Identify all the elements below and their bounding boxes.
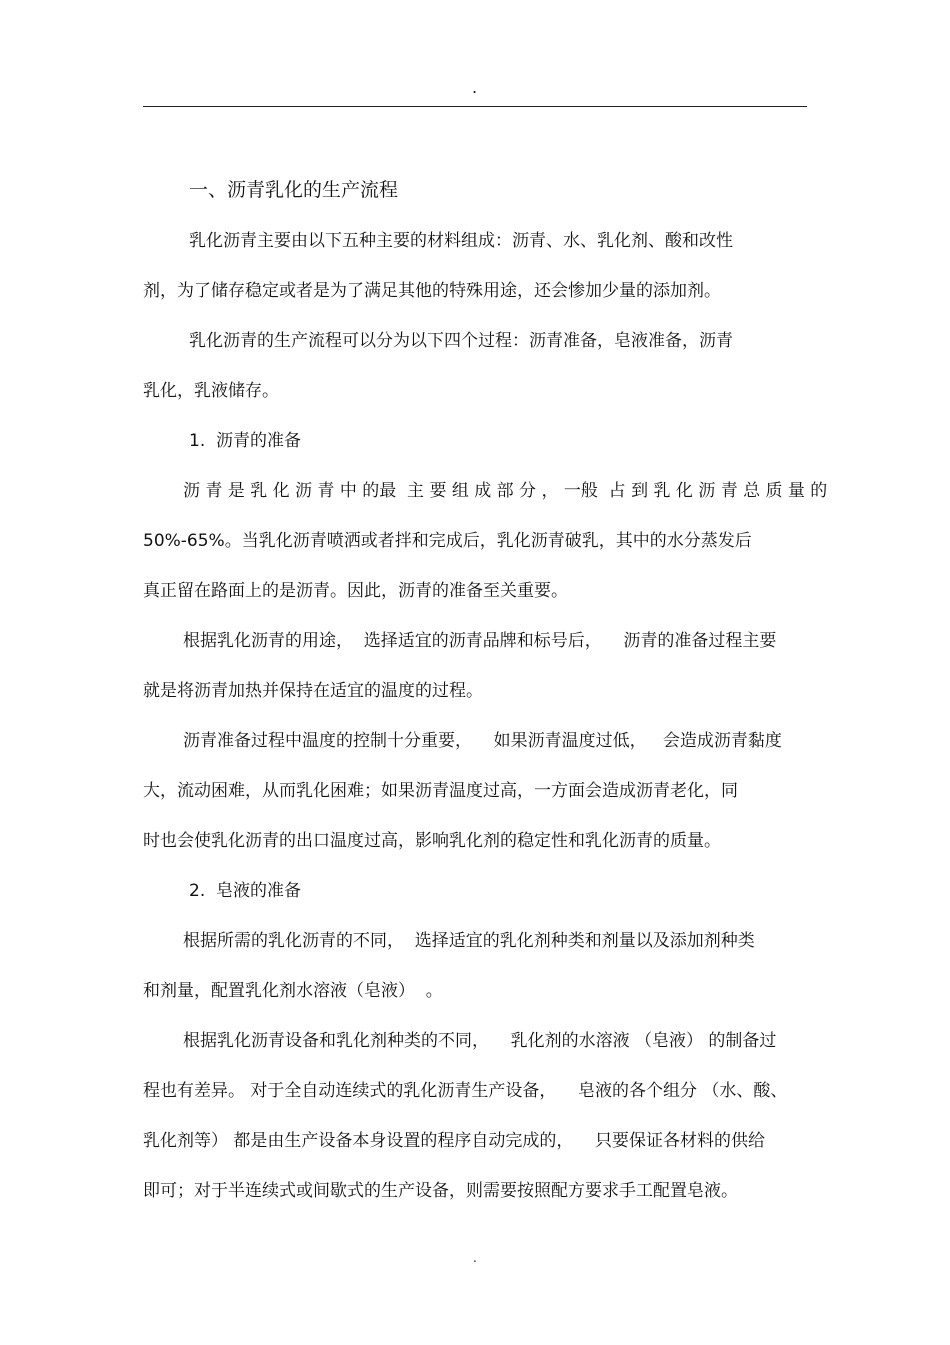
paragraph-line: 50%-65%。当乳化沥青喷洒或者拌和完成后，乳化沥青破乳，其中的水分蒸发后 [143, 531, 752, 551]
paragraph-line: 剂，为了储存稳定或者是为了满足其他的特殊用途，还会惨加少量的添加剂。 [143, 281, 721, 301]
paragraph-line: 即可；对于半连续式或间歇式的生产设备，则需要按照配方要求手工配置皂液。 [143, 1181, 738, 1201]
footer-dot: . [473, 1251, 477, 1265]
paragraph-line: 根据乳化沥青的用途， 选择适宜的沥青品牌和标号后， 沥青的准备过程主要 [183, 631, 777, 651]
paragraph-line: 大，流动困难，从而乳化困难；如果沥青温度过高，一方面会造成沥青老化，同 [143, 781, 738, 801]
paragraph-line: 程也有差异。 对于全自动连续式的乳化沥青生产设备， 皂液的各个组分 （水、酸、 [143, 1081, 788, 1101]
paragraph-line: 沥青准备过程中温度的控制十分重要， 如果沥青温度过低， 会造成沥青黏度 [183, 731, 782, 751]
paragraph-line: 就是将沥青加热并保持在适宜的温度的过程。 [143, 681, 483, 701]
paragraph-line: 和剂量，配置乳化剂水溶液（皂液） 。 [143, 981, 443, 1001]
paragraph-line: 根据所需的乳化沥青的不同， 选择适宜的乳化剂种类和剂量以及添加剂种类 [183, 931, 755, 951]
section-heading: 一、沥青乳化的生产流程 [189, 179, 399, 201]
paragraph-line: 沥 青 是 乳 化 沥 青 中 的最 主 要 组 成 部 分 ， 一般 占 到 乳 化 沥 青 总 质 量 的 [183, 481, 828, 501]
paragraph-line: 真正留在路面上的是沥青。因此，沥青的准备至关重要。 [143, 581, 568, 601]
subheading: 1. 沥青的准备 [189, 431, 302, 451]
paragraph-line: 乳化，乳液储存。 [143, 381, 279, 401]
subheading: 2. 皂液的准备 [189, 881, 302, 901]
paragraph-line: 时也会使乳化沥青的出口温度过高，影响乳化剂的稳定性和乳化沥青的质量。 [143, 831, 721, 851]
paragraph-line: 乳化沥青的生产流程可以分为以下四个过程：沥青准备，皂液准备，沥青 [189, 331, 733, 351]
paragraph-line: 乳化沥青主要由以下五种主要的材料组成：沥青、水、乳化剂、酸和改性 [189, 231, 733, 251]
header-rule [143, 106, 807, 107]
paragraph-line: 乳化剂等） 都是由生产设备本身设置的程序自动完成的， 只要保证各材料的供给 [143, 1131, 766, 1151]
paragraph-line: 根据乳化沥青设备和乳化剂种类的不同， 乳化剂的水溶液 （皂液） 的制备过 [183, 1031, 777, 1051]
header-dot: . [472, 78, 478, 97]
